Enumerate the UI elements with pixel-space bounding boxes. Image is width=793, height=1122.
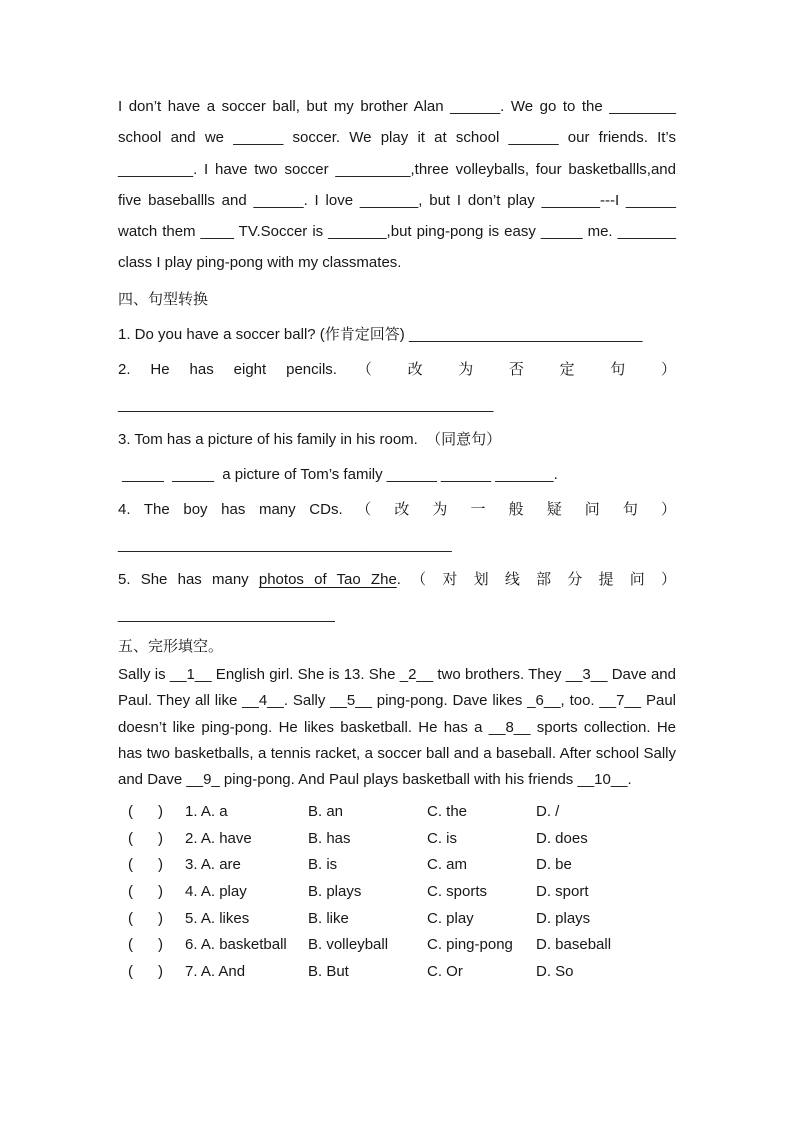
question-2: 2. He has eight pencils. （ 改 为 否 定 句 ） _____________________________________________ [118,360,676,413]
choice-option-c: C. ping-pong [427,936,513,954]
choice-option-d: D. be [536,856,572,874]
choice-option-a: 3. A. are [185,856,241,874]
choice-option-b: B. plays [308,882,362,900]
answer-blank-paren: ( ) [128,909,163,927]
question-5-suffix: . （ 对 划 线 部 分 提 问 ） __________________________ [118,570,676,623]
choice-option-b: B. like [308,909,349,927]
cloze-passage: Sally is __1__ English girl. She is 13. She _2__ two brothers. They __3__ Dave and Paul. They all like __4__. Sally __5__ ping-pong. Dave likes _6__, too. __7__ Paul doesn’t like ping-pong. He likes basketball. He has a __8__ sports collection. He has two basketballs, a tennis racket, a soccer ball and a baseball. After school Sally and Dave __9_ ping-pong. And Paul plays basketball with his friends __10__. [118,665,676,789]
choice-option-d: D. does [536,829,588,847]
choice-option-d: D. sport [536,882,589,900]
choice-option-a: 4. A. play [185,882,247,900]
choice-option-c: C. is [427,829,457,847]
answer-blank-paren: ( ) [128,829,163,847]
answer-blank-paren: ( ) [128,802,163,820]
question-5-prefix: 5. She has many [118,570,259,588]
choice-option-c: C. am [427,856,468,874]
choice-option-a: 6. A. basketball [185,936,287,954]
intro-cloze-paragraph: I don’t have a soccer ball, but my brother Alan ______. We go to the ________ school and we ______ soccer. We play it at school ______ our friends. It’s _________. I have two soccer _________,three volleyballs, four basketballls,and five baseballls and ______. I love _______, but I don’t play _______---I ______ watch them ____ TV.Soccer is _______,but ping-pong is easy _____ me. _______ class I play ping-pong with my classmates. [118,98,676,272]
question-5 [118,562,676,632]
answer-blank-paren: ( ) [128,936,163,954]
choice-option-d: D. So [536,963,574,981]
section5-cloze-test [118,634,676,986]
answer-blank-paren: ( ) [128,882,163,900]
question-3: 3. Tom has a picture of his family in his room. （同意句） [118,430,502,448]
choice-row-1 [128,799,676,826]
choice-row-3 [128,852,676,879]
choice-option-c: C. play [427,909,474,927]
answer-blank-paren: ( ) [128,856,163,874]
question-3-answer-line: _____ _____ a picture of Tom’s family ______ ______ _______. [118,465,558,483]
choice-option-b: B. an [308,802,344,820]
choice-row-2 [128,826,676,853]
section5-heading: 五、完形填空。 [118,637,224,655]
question-1: 1. Do you have a soccer ball? (作肯定回答) ____________________________ [118,325,643,343]
choice-option-a: 2. A. have [185,829,252,847]
choices-list [118,799,676,986]
choice-option-d: D. plays [536,909,591,927]
section4-sentence-transformation [118,282,676,632]
worksheet-content [118,91,676,986]
choice-option-a: 1. A. a [185,802,228,820]
choice-option-c: C. Or [427,963,463,981]
choice-option-d: D. baseball [536,936,612,954]
question-5-underlined-phrase: photos of Tao Zhe [258,570,397,588]
choice-option-d: D. / [536,802,560,820]
choice-row-7 [128,959,676,986]
choice-option-b: B. is [308,856,338,874]
choice-option-b: B. has [308,829,351,847]
section4-heading: 四、句型转换 [118,290,209,308]
choice-option-a: 5. A. likes [185,909,250,927]
choice-option-a: 7. A. And [185,963,246,981]
choice-option-b: B. But [308,963,349,981]
choice-option-c: C. the [427,802,468,820]
choice-row-4 [128,879,676,906]
choice-row-5 [128,906,676,933]
choice-row-6 [128,932,676,959]
question-4: 4. The boy has many CDs. （ 改 为 一 般 疑 问 句 ） ________________________________________ [118,500,676,553]
answer-blank-paren: ( ) [128,963,163,981]
choice-option-b: B. volleyball [308,936,389,954]
choice-option-c: C. sports [427,882,488,900]
